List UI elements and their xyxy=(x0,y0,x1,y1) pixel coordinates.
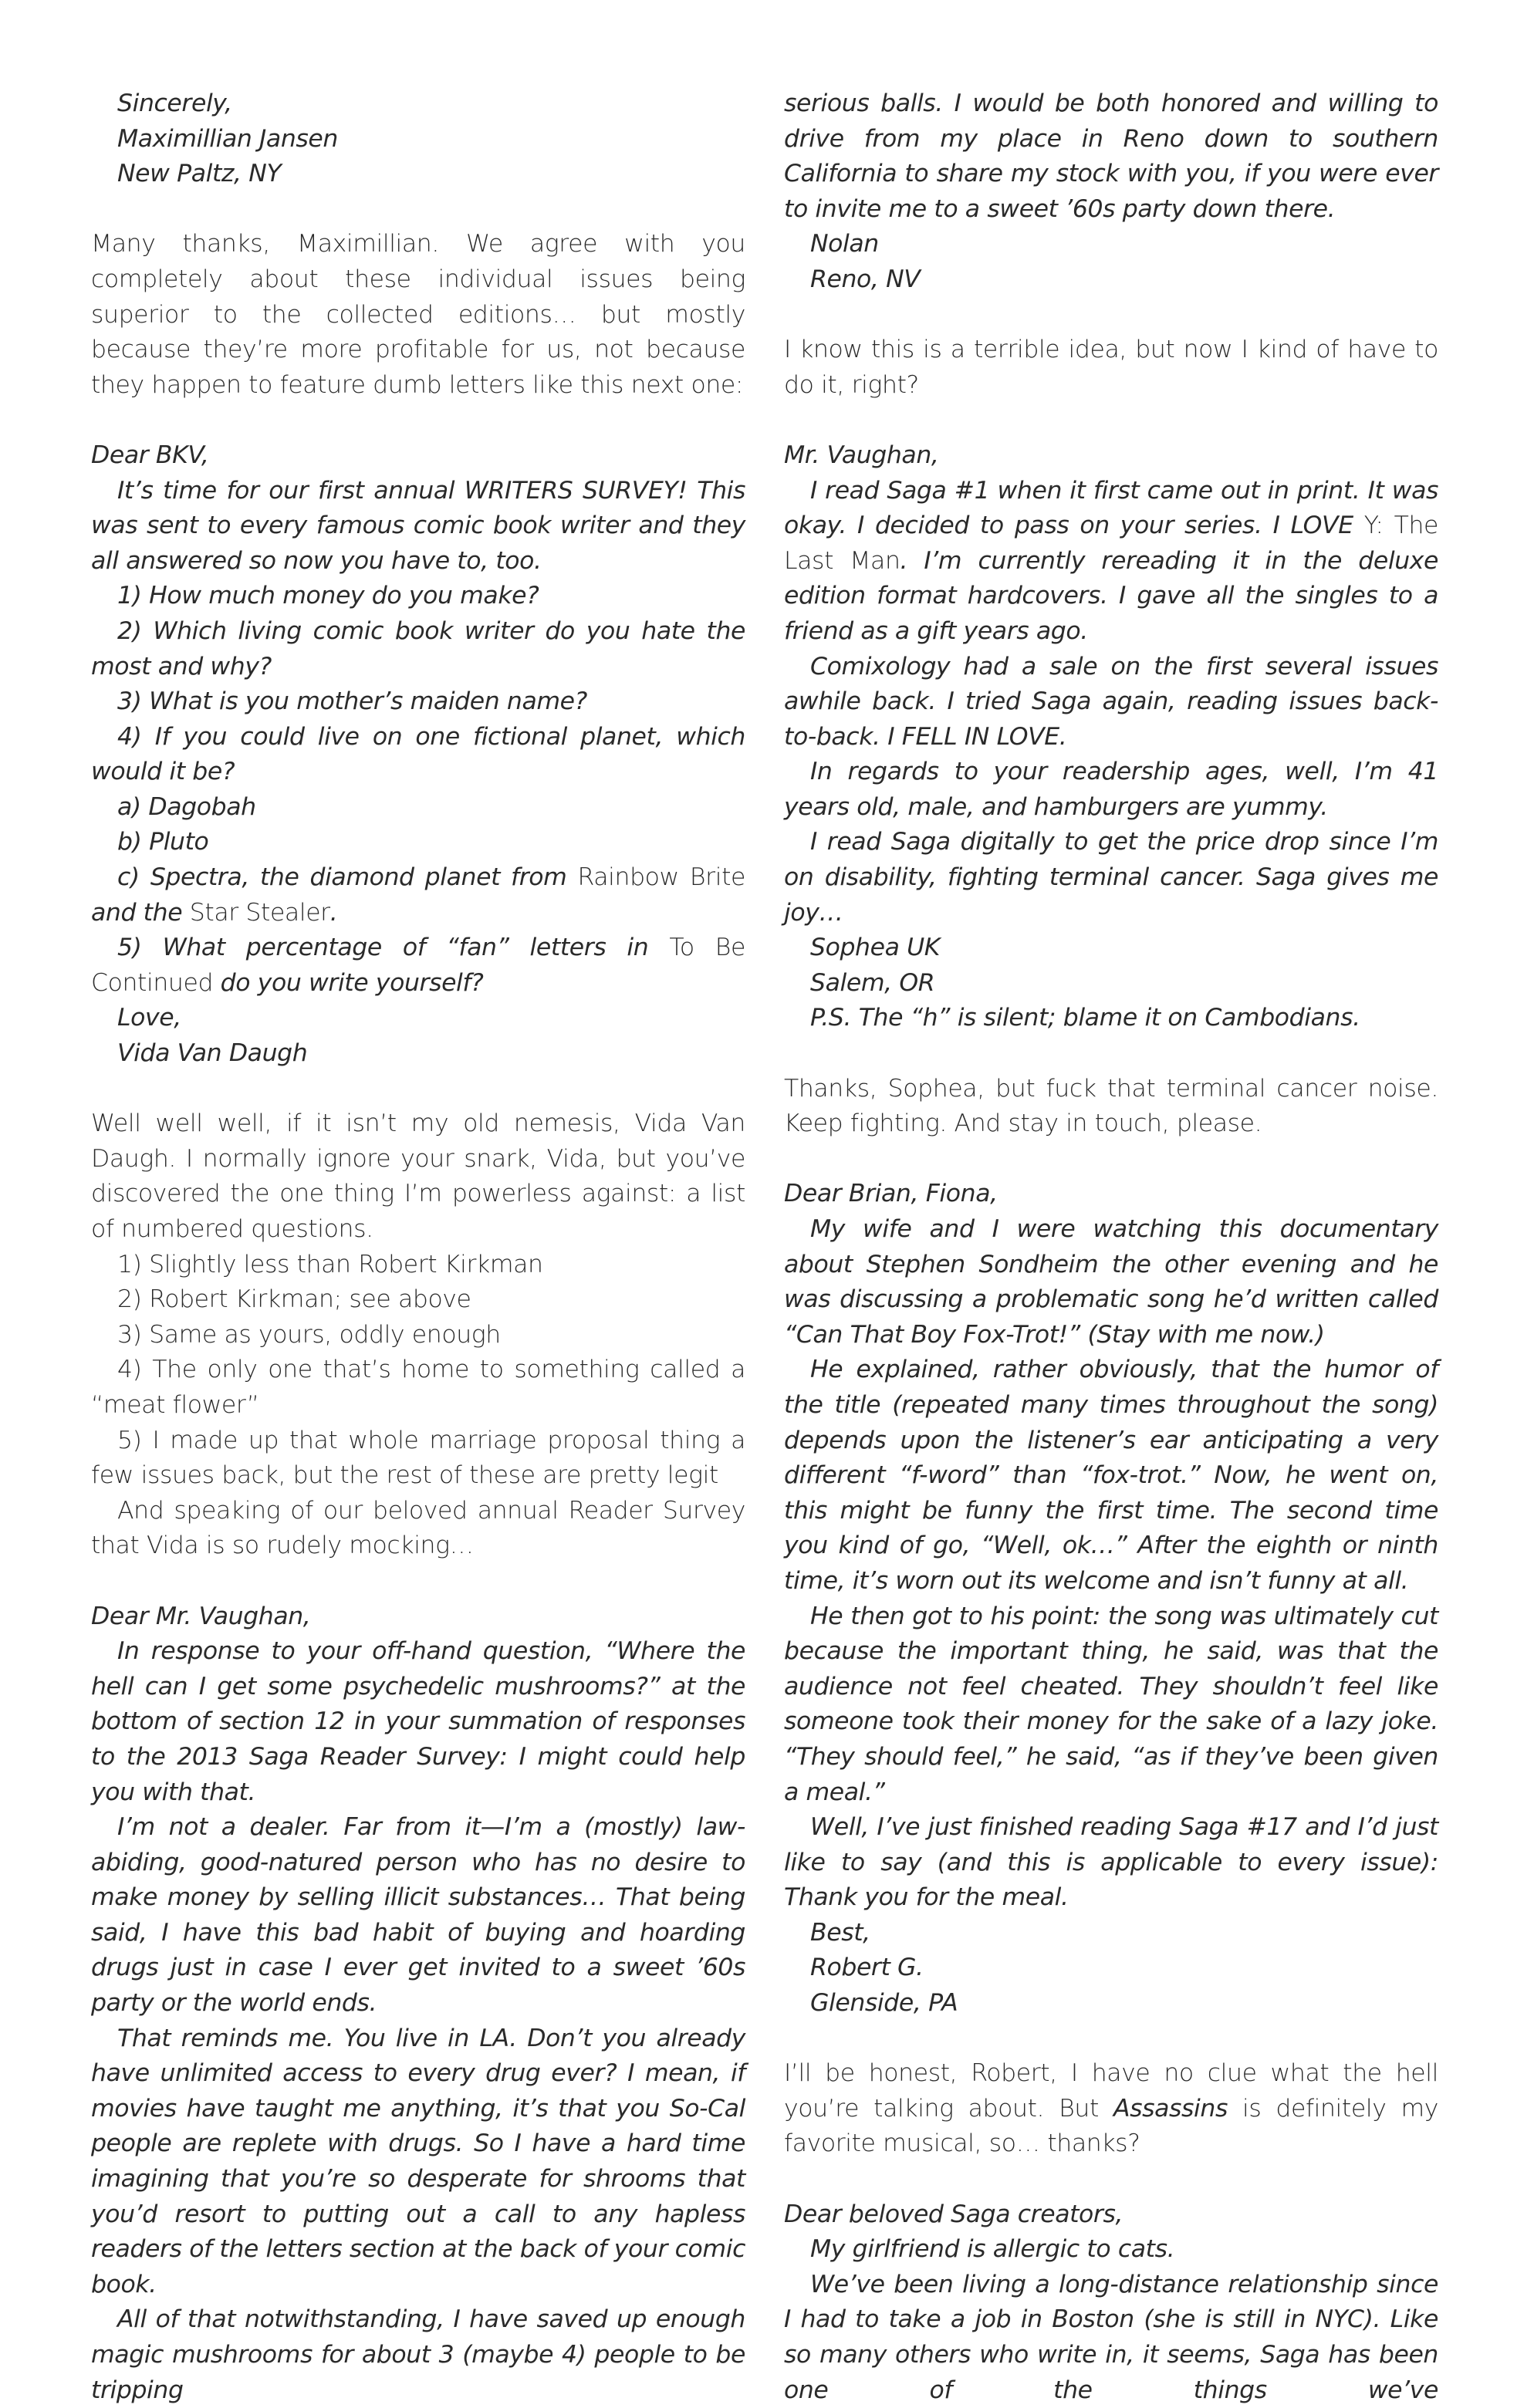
signoff-location: New Paltz, NY xyxy=(117,160,282,188)
letter-paragraph: Well, I’ve just finished reading Saga #17 and I’d just like to say (and this is applicable to every issue): Thank you for the meal. xyxy=(784,1813,1438,1912)
letter-paragraph: That reminds me. You live in LA. Don’t you already have unlimited access to every drug ever? I mean, if movies have taught me anything, it’s that you So-Cal people are replete with drugs. So I have a hard time imagining that you’re so desperate for shrooms that you’d resort to putting out a call to any hapless readers of the letters section at the back of your comic book. xyxy=(91,2024,745,2298)
spacer xyxy=(91,192,745,228)
spacer xyxy=(91,1564,745,1599)
letter-signature: Vida Van Daugh xyxy=(117,1039,308,1068)
title-span: Rainbow Brite xyxy=(577,863,745,892)
survey-option: a) Dagobah xyxy=(117,792,256,821)
letter-salutation: Dear Brian, Fiona, xyxy=(784,1180,998,1208)
spacer xyxy=(91,1072,745,1107)
letter-salutation: Dear BKV, xyxy=(91,441,209,469)
survey-question: 1) How much money do you make? xyxy=(117,582,539,610)
letter-paragraph: In response to your off-hand question, “Where the hell can I get some psychedelic mushrooms?” at the bottom of section 12 in your summation of responses to the 2013 Saga Reader Survey: I might could help you with that. xyxy=(91,1637,745,1806)
letter-closing: Love, xyxy=(117,1004,181,1032)
letter-paragraph: He then got to his point: the song was ultimately cut because the important thing, he said, was that the audience not feel cheated. They shouldn’t feel like someone took their money for the sake of a lazy joke. “They should feel,” he said, “as if they’ve been given a meal.” xyxy=(784,1602,1438,1806)
signoff-name: Maximillian Jansen xyxy=(117,124,338,153)
editor-reply xyxy=(784,2056,1438,2162)
answer-item: 2) Robert Kirkman; see above xyxy=(117,1285,471,1314)
right-column xyxy=(784,86,1438,2408)
text-span: . I’m currently rereading it in the deluxe edition format hardcovers. I gave all the singles to a friend as a gift years ago. xyxy=(784,546,1438,645)
spacer xyxy=(784,1036,1438,1072)
text-span: c) Spectra, the diamond planet from xyxy=(117,863,578,892)
text-span: and the xyxy=(91,898,190,927)
letter-salutation: Dear beloved Saga creators, xyxy=(784,2200,1123,2228)
letter-signature: Sophea UK xyxy=(810,934,941,962)
letter-paragraph: My girlfriend is allergic to cats. xyxy=(810,2235,1175,2264)
survey-question xyxy=(91,930,745,1001)
letter-paragraph: serious balls. I would be both honored and willing to drive from my place in Reno down to southern California to share my stock with you, if you were ever to invite me to a sweet ’60s party down there. xyxy=(784,89,1438,223)
letter-signature: Nolan xyxy=(810,230,879,258)
letter-paragraph: Comixology had a sale on the first several issues awhile back. I tried Saga again, reading issues back-to-back. I FELL IN LOVE. xyxy=(784,652,1438,751)
title-span: Y: The Last Man xyxy=(784,512,1438,575)
letter-paragraph: My wife and I were watching this documentary about Stephen Sondheim the other evening and he was discussing a problematic song he’d written called “Can That Boy Fox-Trot!” (Stay with me now.) xyxy=(784,1215,1438,1349)
letter-postscript: P.S. The “h” is silent; blame it on Cambodians. xyxy=(810,1004,1360,1032)
letter-paragraph: It’s time for our first annual WRITERS SURVEY! This was sent to every famous comic book writer and they all answered so now you have to, too. xyxy=(91,476,745,575)
survey-option xyxy=(91,860,745,930)
text-span: . xyxy=(329,898,338,927)
letter-signature: Robert G. xyxy=(810,1954,924,1982)
survey-question: 3) What is you mother’s maiden name? xyxy=(117,687,587,716)
editor-reply: Thanks, Sophea, but fuck that terminal cancer noise. Keep fighting. And stay in touch, please. xyxy=(784,1074,1438,1138)
answer-item: 4) The only one that’s home to something called a “meat flower” xyxy=(91,1356,745,1419)
title-span: To Be Continued xyxy=(91,934,745,997)
editor-reply: I know this is a terrible idea, but now I kind of have to do it, right? xyxy=(784,336,1438,399)
spacer xyxy=(784,2021,1438,2057)
text-span: I read Saga #1 when it first came out in print. It was okay. I decided to pass on your series. I LOVE xyxy=(784,476,1438,540)
letter-paragraph xyxy=(784,474,1438,650)
spacer xyxy=(784,1142,1438,1177)
text-span: I’ll be honest, Robert, I have no clue what the hell you’re talking about. But xyxy=(784,2059,1438,2123)
answer-item: 3) Same as yours, oddly enough xyxy=(117,1320,501,1349)
editor-reply: Well well well, if it isn’t my old nemesis, Vida Van Daugh. I normally ignore your snark, Vida, but you’ve discovered the one thing I’m powerless against: a list of numbered questions. xyxy=(91,1109,745,1243)
letter-paragraph: He explained, rather obviously, that the humor of the title (repeated many times throughout the song) depends upon the listener’s ear anticipating a very different “f-word” than “fox-trot.” Now, he went on, this might be funny the first time. The second time you kind of go, “Well, ok…” After the eighth or ninth time, it’s worn out its welcome and isn’t funny at all. xyxy=(784,1356,1438,1595)
letter-location: Salem, OR xyxy=(810,968,935,997)
spacer xyxy=(784,298,1438,333)
letter-salutation: Dear Mr. Vaughan, xyxy=(91,1602,311,1630)
survey-option: b) Pluto xyxy=(117,828,209,856)
letter-paragraph: All of that notwithstanding, I have saved up enough magic mushrooms for about 3 (maybe 4) people to be tripping xyxy=(91,2305,745,2404)
letter-paragraph: We’ve been living a long-distance relationship since I had to take a job in Boston (she is still in NYC). Like so many others who write in, it seems, Saga has been one of the things we’ve xyxy=(784,2270,1438,2404)
answer-item: 1) Slightly less than Robert Kirkman xyxy=(117,1250,543,1278)
answer-item: 5) I made up that whole marriage proposal thing a few issues back, but the rest of these are pretty legit xyxy=(91,1426,745,1490)
spacer xyxy=(784,2162,1438,2197)
text-span: 5) What percentage of “fan” letters in xyxy=(117,934,670,962)
letter-paragraph: I read Saga digitally to get the price drop since I’m on disability, fighting terminal cancer. Saga gives me joy… xyxy=(784,828,1438,927)
left-column xyxy=(91,86,745,2408)
letter-location: Reno, NV xyxy=(810,265,921,293)
text-span: do you write yourself? xyxy=(213,968,484,997)
editor-reply: And speaking of our beloved annual Reader Survey that Vida is so rudely mocking… xyxy=(91,1496,745,1560)
letter-paragraph: In regards to your readership ages, well, I’m 41 years old, male, and hamburgers are yummy. xyxy=(784,758,1438,821)
signoff-line: Sincerely, xyxy=(117,89,232,117)
text-span: is definitely my favorite musical, so… thanks? xyxy=(784,2094,1438,2158)
letter-paragraph: I’m not a dealer. Far from it—I’m a (mostly) law-abiding, good-natured person who has no desire to make money by selling illicit substances… That being said, I have this bad habit of buying and hoarding drugs just in case I ever get invited to a sweet ’60s party or the world ends. xyxy=(91,1813,745,2018)
editor-reply: Many thanks, Maximillian. We agree with you completely about these individual issues being superior to the collected editions… but mostly because they’re more profitable for us, not because they happen to feature dumb letters like this next one: xyxy=(91,230,745,399)
letter-location: Glenside, PA xyxy=(810,1989,958,2018)
survey-question: 2) Which living comic book writer do you hate the most and why? xyxy=(91,616,745,681)
title-span: Star Stealer xyxy=(189,898,330,927)
spacer xyxy=(784,403,1438,438)
letter-salutation: Mr. Vaughan, xyxy=(784,441,939,469)
title-span: Assassins xyxy=(1113,2094,1228,2123)
spacer xyxy=(91,403,745,438)
letter-closing: Best, xyxy=(810,1918,870,1947)
survey-question: 4) If you could live on one fictional planet, which would it be? xyxy=(91,722,745,786)
